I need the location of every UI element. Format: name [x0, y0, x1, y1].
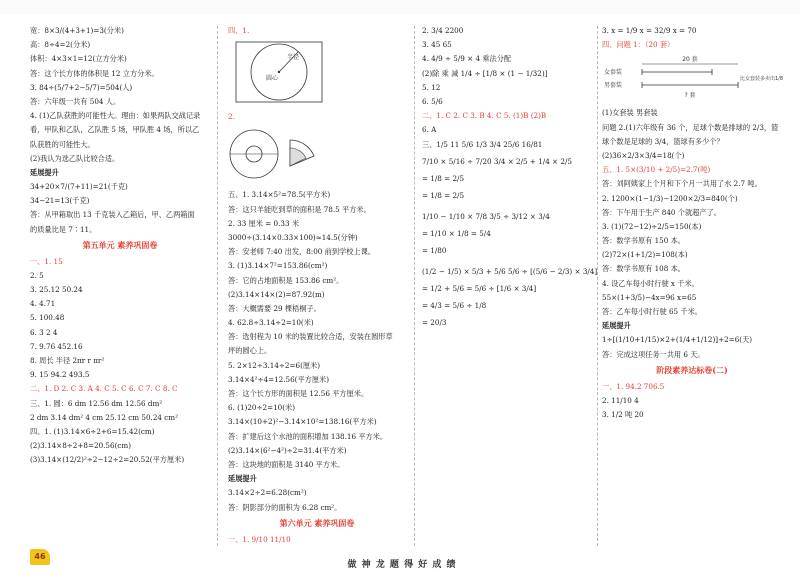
answer-line: 答：它的占地面积是 153.86 cm²。	[228, 275, 344, 285]
answer-line: (2)我认为选乙队比较合适。	[30, 153, 120, 163]
answer-line: 6. A	[422, 125, 437, 135]
answer-line: 一、1. 94.2 706.5	[602, 381, 665, 391]
male-label: 男套装	[604, 82, 623, 90]
answer-line: 体积：4×3×1=12(立方分米)	[30, 54, 127, 64]
answer-line: 3. 1/2 吨 20	[602, 409, 644, 419]
answer-line: (2)除 乘 减 1/4 ÷ [1/8 × (1 − 1/32)]	[422, 68, 548, 78]
answer-line: 3. (1)3.14×7²=153.86(cm²)	[228, 261, 328, 271]
center-label: 圆心	[266, 75, 279, 83]
note-label: 比女套装多卖出1/8	[740, 76, 784, 83]
answer-line: 6. 5/6	[422, 96, 443, 106]
answer-line: 6. 3 2 4	[30, 327, 58, 337]
answer-line: 3. 45 65	[422, 40, 452, 50]
extension-heading: 延展提升	[30, 167, 59, 177]
answer-line: 3000÷(3.14×0.33×100)≈14.5(分钟)	[228, 232, 358, 242]
answer-line: (2)3.14×14×(2)=87.92(m)	[228, 289, 325, 299]
answer-line: 四、问题 1：（20 套）	[602, 40, 675, 50]
answer-line: 答：这个长方体的体积是 12 立方分米。	[30, 68, 159, 78]
answer-line: 3. 25.12 50.24	[30, 285, 83, 294]
answer-line: 答：六年级一共有 504 人。	[30, 96, 121, 106]
answer-line: 答：这个长方形的面积是 12.56 平方厘米。	[228, 389, 369, 398]
answer-line: 答：这只羊能吃到草的面积是 78.5 平方米。	[228, 204, 371, 214]
answer-line: = 1/8 = 2/5	[422, 190, 465, 200]
answer-line: (1/2 − 1/5) × 5/3 + 5/6 5/6 ÷ [(5/6 − 2/3) × 3/4]	[422, 266, 598, 276]
circle-sector-figure	[228, 126, 406, 184]
column-divider	[217, 26, 218, 546]
answer-line: 1/10 − 1/10 × 7/8 3/5 ÷ 3/12 × 3/4	[422, 211, 550, 221]
answer-line: 四、1. (1)3.14×6÷2+6=15.42(cm)	[30, 426, 155, 436]
answer-line: 6. (1)20÷2=10(米)	[228, 403, 296, 413]
section-title: 第五单元 素养巩固卷	[82, 239, 158, 250]
answer-line: 三、1. 圆：6 dm 12.56 dm 12.56 dm²	[30, 398, 163, 408]
sector-figure-svg	[228, 126, 328, 182]
answer-line: (3)3.14×(12/2)²÷2−12÷2=20.52(平方厘米)	[30, 455, 185, 465]
footer-slogan: 做 神 龙 题 得 好 成 绩	[347, 560, 457, 570]
column-1	[30, 26, 210, 551]
section-title: 第六单元 素养巩固卷	[279, 517, 355, 528]
answer-line: 3.14×(10+2)²−3.14×10²=138.16(平方米)	[228, 417, 377, 427]
answer-line: (2)3.14×(6²−4²)÷2=31.4(平方米)	[228, 445, 347, 455]
answer-line: 34+20×7/(7+11)=21(千克)	[30, 182, 128, 192]
answer-line: 坪的圆心上。	[228, 346, 272, 356]
total-label: 20 套	[682, 56, 698, 64]
figure-label: 2.	[228, 112, 235, 122]
answer-line: 五、1. 5×(3/10 + 2/5)=2.7(吨)	[602, 165, 711, 175]
answer-line: 三、1/5 11 5/6 1/3 3/4 25/6 16/81	[422, 139, 543, 149]
answer-line: 答：阴影部分的面积为 6.28 cm²。	[228, 502, 342, 512]
answer-line: 一、1. 15	[30, 256, 63, 266]
answer-line: 2. 33 厘米 = 0.33 米	[228, 218, 300, 228]
column-divider	[414, 26, 415, 546]
segment-diagram-svg	[602, 54, 784, 100]
answer-line: 5. 100.48	[30, 313, 65, 323]
answer-line: 5. 2×12÷3.14÷2=6(厘米)	[228, 360, 321, 370]
answer-line: 2. 5	[30, 270, 44, 280]
answer-line: 五、1. 3.14×5²=78.5(平方米)	[228, 190, 331, 200]
column-divider	[597, 26, 598, 546]
answer-line: 答：大概需要 29 棵梧桐子。	[228, 303, 321, 313]
answer-line: 3. 84÷(5/7+2−5/7)=504(人)	[30, 82, 133, 92]
answer-line: = 1/2 + 5/6 = 5/6 ÷ [1/6 × 3/4]	[422, 283, 537, 293]
answer-line: 二、1. D 2. C 3. A 4. C 5. C 6. C 7. C 8. C	[30, 384, 178, 394]
answer-line: (1)女套装 男套装	[602, 108, 658, 118]
answer-line: 1÷[(1/10+1/15)×2+(1/4+1/12)]+2=6(天)	[602, 335, 753, 345]
section-title: 阶段素养达标卷(二)	[656, 364, 728, 375]
answer-line: 4. (1)乙队获胜的可能性大。理由：如果两队交战记录	[30, 111, 201, 121]
answer-line: 的质量比是 7∶11。	[30, 224, 97, 234]
answer-line: 3. x = 1/9 x = 32/9 x = 70	[602, 26, 697, 35]
answer-line: 4. 4.71	[30, 299, 56, 309]
answer-line: 答：数学书原有 150 本。	[602, 236, 685, 246]
answer-line: 队获胜的可能性大。	[30, 139, 95, 149]
answer-line: 答：从甲箱取出 13 千克装入乙箱后，甲、乙两箱面	[30, 210, 195, 220]
answer-line: 答：安老师 7:40 出发，8:00 前到学校上课。	[228, 247, 375, 257]
answer-line: 答：下午用于生产 840 个就超产了。	[602, 207, 721, 217]
answer-line: 4. 62.8÷3.14÷2=10(米)	[228, 318, 314, 328]
answer-line: = 1/8 = 2/5	[422, 173, 465, 183]
answer-line: 9. 15 94.2 493.5	[30, 370, 90, 380]
answer-line: 球个数是足球的 3/4，篮球有多少个？	[602, 136, 724, 146]
question-label: ? 套	[684, 92, 696, 100]
answer-line: 55×(1+3/5)−4x=96 x=65	[602, 292, 697, 302]
radius-label: 半径	[287, 54, 300, 62]
answer-line: 答：选射程为 10 米的装置比较合适，安装在圆形草	[228, 332, 393, 342]
answer-line: 7/10 × 5/16 ÷ 7/20 3/4 × 2/5 + 1/4 × 2/5	[422, 156, 572, 166]
answer-line: (2)36×2/3×3/4=18(个)	[602, 150, 685, 160]
answer-line: 二、1. C 2. C 3. B 4. C 5. (1)B (2)B	[422, 111, 547, 121]
female-label: 女套装	[604, 69, 623, 77]
answer-line: 3.14×2÷2=6.28(cm²)	[228, 488, 307, 498]
answer-line: 3.14×4²÷4=12.56(平方厘米)	[228, 374, 330, 384]
answer-line: 34−21=13(千克)	[30, 196, 90, 206]
answer-line: 答：数学书原有 108 本。	[602, 264, 685, 274]
answer-line: 答：完成这项任务一共用 6 天。	[602, 349, 705, 359]
answer-line: = 20/3	[422, 317, 447, 327]
extension-heading: 延展提升	[602, 321, 631, 331]
answer-line: 高：8÷4=2(分米)	[30, 40, 91, 50]
answer-line: 2. 11/10 4	[602, 395, 639, 405]
answer-line: 答：乙车每小时行驶 65 千米。	[602, 307, 702, 316]
answer-line: 宽：8×3/(4+3+1)=3(分米)	[30, 26, 124, 35]
line-segment-diagram	[602, 54, 782, 102]
answer-line: 7. 9.76 452.16	[30, 341, 83, 351]
top-margin	[0, 0, 800, 14]
answer-line: = 1/10 × 1/8 = 5/4	[422, 228, 491, 238]
answer-line: = 1/80	[422, 245, 447, 255]
column-4	[602, 26, 782, 551]
answer-line: (2)72×(1+1/2)=108(本)	[602, 250, 688, 260]
answer-line: 答：扩建后这个水池的面积增加 138.16 平方米。	[228, 431, 388, 441]
answer-line: 4. 设乙车每小时行驶 x 千米。	[602, 278, 699, 288]
answer-line: 答：这块地的面积是 3140 平方米。	[228, 459, 345, 469]
page-number-badge: 46	[30, 549, 50, 565]
answer-line: 3. (1)(72−12)÷2/5=150(本)	[602, 221, 702, 231]
answer-line: (2)3.14×8÷2+8=20.56(cm)	[30, 441, 132, 451]
answer-line: 5. 12	[422, 82, 441, 92]
answer-line: 2. 3/4 2200	[422, 26, 464, 35]
column-2	[228, 26, 406, 551]
answer-line: 8. 周长 半径 2πr r πr²	[30, 355, 105, 365]
answer-line: 答：刘阿姨家上个月和下个月一共用了水 2.7 吨。	[602, 179, 762, 189]
answer-line: 看，甲队和乙队，乙队胜 5 场，甲队胜 4 场，所以乙	[30, 125, 200, 135]
column-3	[422, 26, 598, 551]
answer-line: 问题 2.(1)六年级有 36 个，足球个数是排球的 2/3，篮	[602, 122, 779, 132]
answer-line: = 4/3 = 5/6 ÷ 1/8	[422, 300, 487, 310]
answer-line: 4. 4/9 ÷ 5/9 × 4 乘法分配	[422, 54, 512, 64]
figure-label: 四、1.	[228, 26, 250, 35]
answer-line: 2. 1200×(1−1/3)−1200×2/3=840(个)	[602, 193, 738, 203]
circle-figure-svg	[228, 40, 328, 104]
answer-line: 2 dm 3.14 dm² 4 cm 25.12 cm 50.24 cm²	[30, 412, 178, 422]
extension-heading: 延展提升	[228, 474, 257, 484]
answer-line: 一、1. 9/10 11/10	[228, 534, 291, 544]
circle-in-square-figure	[228, 40, 406, 106]
